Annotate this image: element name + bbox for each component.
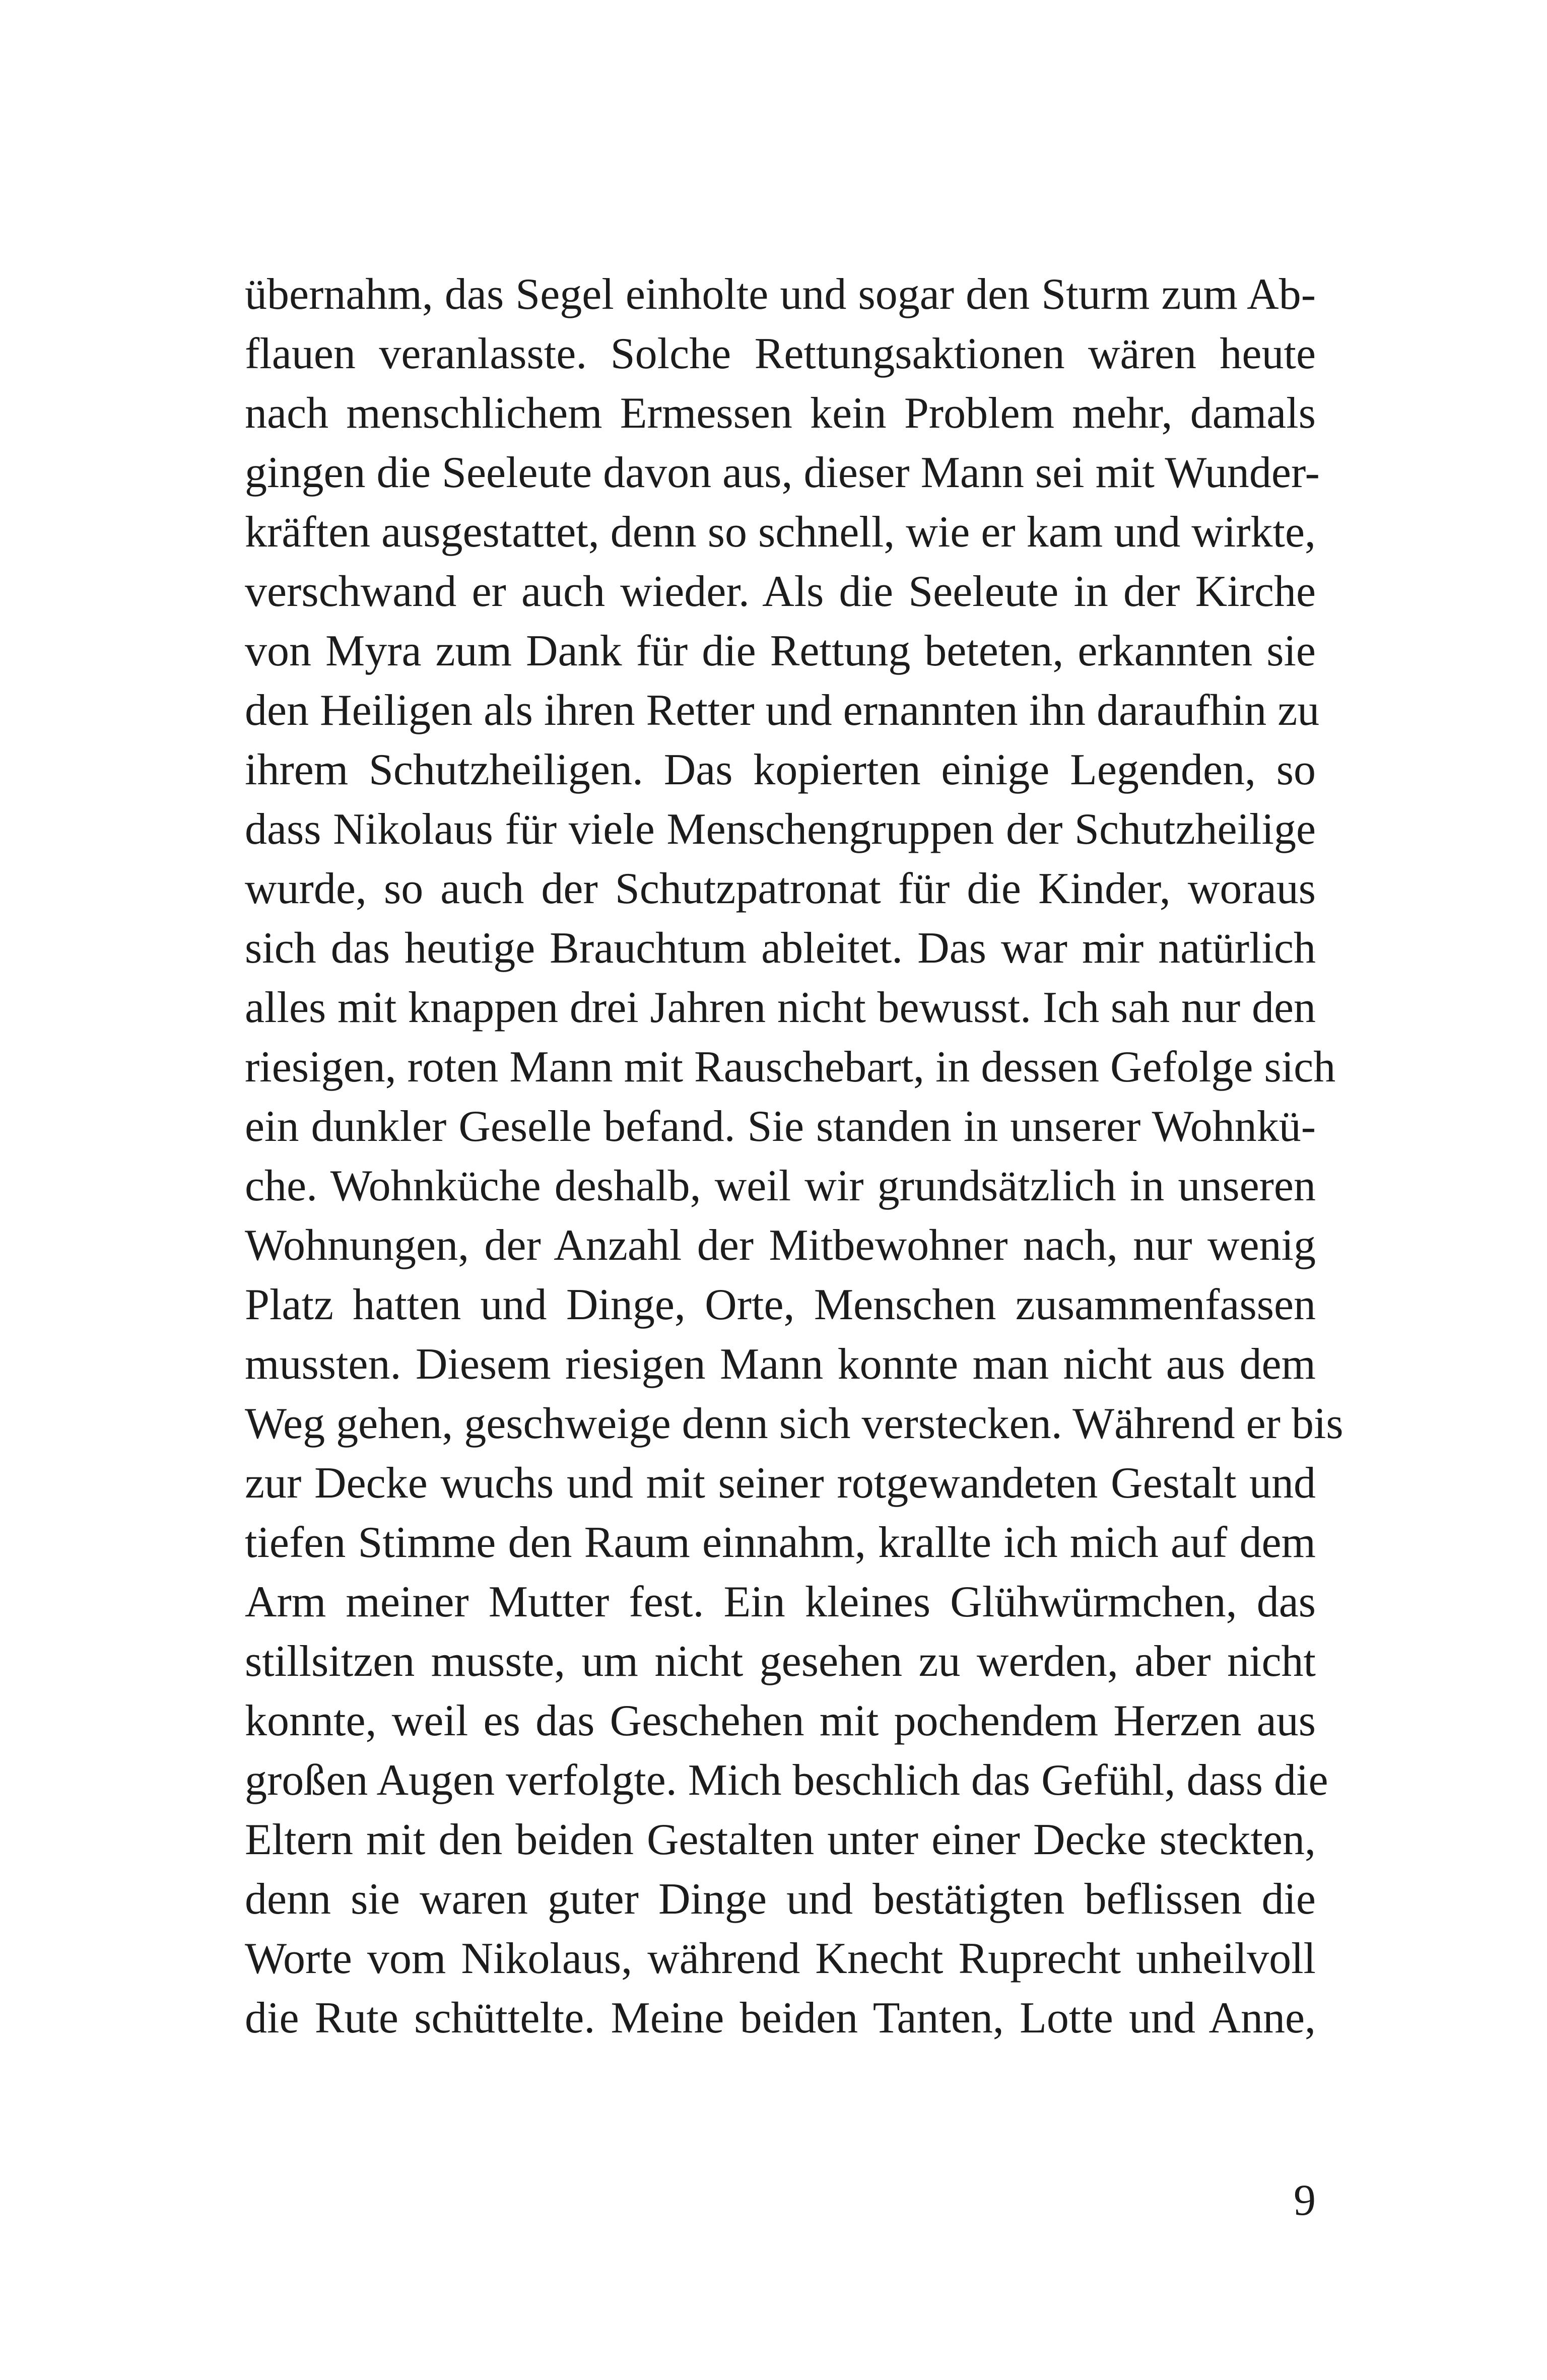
text-line: gingen die Seeleute davon aus, dieser Mann sei mit Wunder- (245, 448, 1320, 497)
text-line: denn sie waren guter Dinge und bestätigten beflissen die (245, 1875, 1316, 1924)
text-line: von Myra zum Dank für die Rettung beteten, erkannten sie (245, 627, 1316, 675)
page-number: 9 (1294, 2176, 1316, 2225)
text-line: che. Wohnküche deshalb, weil wir grundsätzlich in unseren (245, 1162, 1316, 1210)
text-line: übernahm, das Segel einholte und sogar den Sturm zum Ab- (245, 270, 1316, 319)
text-line: sich das heutige Brauchtum ableitet. Das war mir natürlich (245, 924, 1316, 973)
body-text (245, 265, 1343, 2048)
text-line: den Heiligen als ihren Retter und ernannten ihn daraufhin zu (245, 686, 1320, 735)
text-line: Worte vom Nikolaus, während Knecht Ruprecht unheilvoll (245, 1934, 1316, 1983)
text-line: nach menschlichem Ermessen kein Problem mehr, damals (245, 389, 1316, 438)
text-line: konnte, weil es das Geschehen mit pochendem Herzen aus (245, 1696, 1316, 1745)
text-line: wurde, so auch der Schutzpatronat für die Kinder, woraus (245, 864, 1316, 913)
text-line: Platz hatten und Dinge, Orte, Menschen zusammenfassen (245, 1280, 1316, 1329)
text-line: ihrem Schutzheiligen. Das kopierten einige Legenden, so (245, 745, 1316, 794)
text-line: mussten. Diesem riesigen Mann konnte man nicht aus dem (245, 1340, 1316, 1389)
text-line: verschwand er auch wieder. Als die Seeleute in der Kirche (245, 567, 1316, 616)
text-line: Eltern mit den beiden Gestalten unter einer Decke steckten, (245, 1815, 1316, 1864)
text-line: großen Augen verfolgte. Mich beschlich das Gefühl, dass die (245, 1756, 1328, 1805)
text-line: riesigen, roten Mann mit Rauschebart, in dessen Gefolge sich (245, 1043, 1336, 1092)
text-line: tiefen Stimme den Raum einnahm, krallte ich mich auf dem (245, 1518, 1316, 1567)
text-line: ein dunkler Geselle befand. Sie standen in unserer Wohnkü- (245, 1102, 1316, 1151)
text-line: Wohnungen, der Anzahl der Mitbewohner nach, nur wenig (245, 1221, 1316, 1270)
text-line: flauen veranlasste. Solche Rettungsaktionen wären heute (245, 329, 1316, 378)
text-line: Weg gehen, geschweige denn sich verstecken. Während er bis (245, 1399, 1343, 1448)
text-line: kräften ausgestattet, denn so schnell, wie er kam und wirkte, (245, 508, 1316, 557)
text-line: zur Decke wuchs und mit seiner rotgewandeten Gestalt und (245, 1459, 1316, 1508)
text-line: alles mit knappen drei Jahren nicht bewusst. Ich sah nur den (245, 983, 1316, 1032)
text-line: stillsitzen musste, um nicht gesehen zu werden, aber nicht (245, 1637, 1316, 1686)
text-line: Arm meiner Mutter fest. Ein kleines Glühwürmchen, das (245, 1578, 1316, 1626)
text-line: die Rute schüttelte. Meine beiden Tanten, Lotte und Anne, (245, 1994, 1316, 2043)
text-line: dass Nikolaus für viele Menschengruppen der Schutzheilige (245, 805, 1316, 854)
